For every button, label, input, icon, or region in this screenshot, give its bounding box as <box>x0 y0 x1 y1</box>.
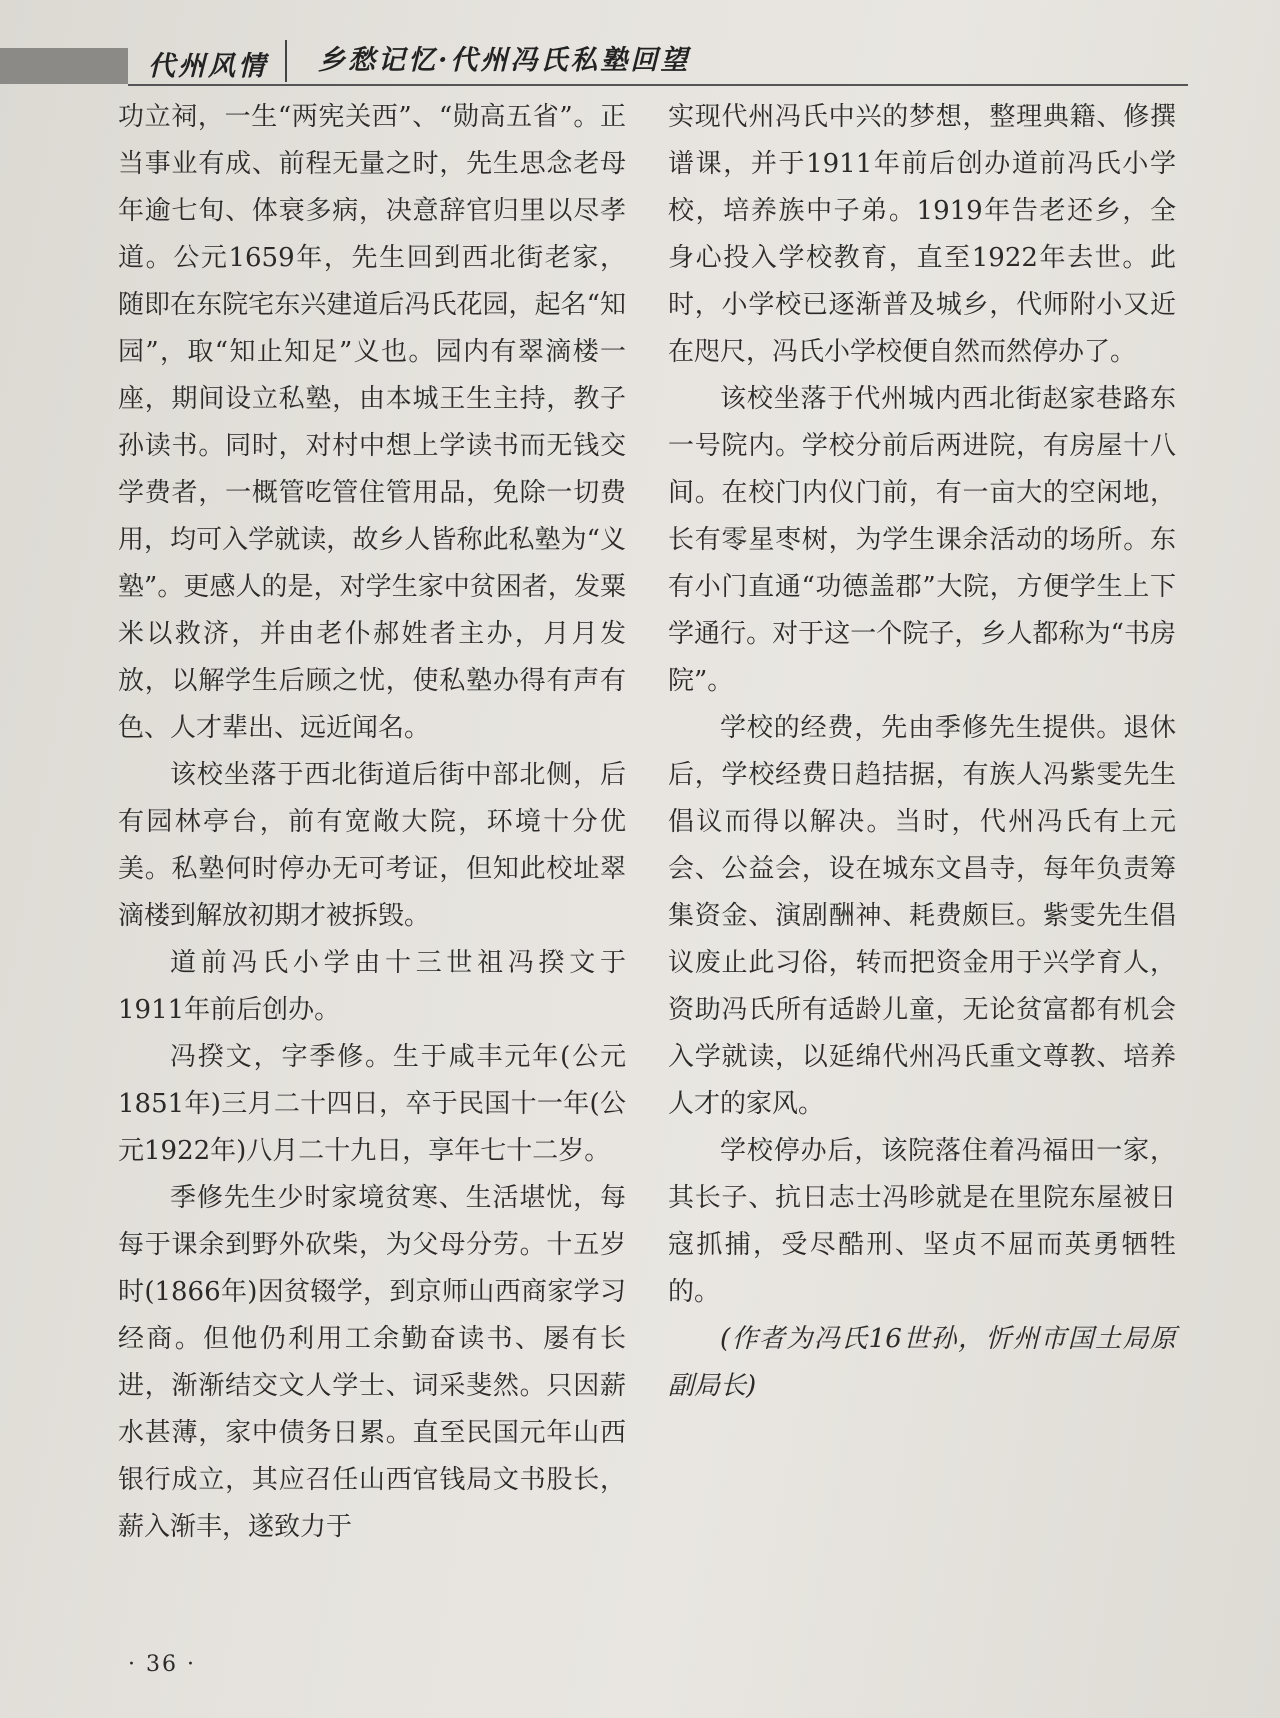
paragraph: 功立祠，一生“两宪关西”、“勋高五省”。正当事业有成、前程无量之时，先生思念老母年逾七旬、体衰多病，决意辞官归里以尽孝道。公元1659年，先生回到西北街老家，随即在东院宅东兴建道后冯氏花园，起名“知园”，取“知止知足”义也。园内有翠滴楼一座，期间设立私塾，由本城王生主持，教子孙读书。同时，对村中想上学读书而无钱交学费者，一概管吃管住管用品，免除一切费用，均可入学就读，故乡人皆称此私塾为“义塾”。更感人的是，对学生家中贫困者，发粟米以救济，并由老仆郝姓者主办，月月发放，以解学生后顾之忧，使私塾办得有声有色、人才辈出、远近闻名。 <box>118 102 626 743</box>
author-note: (作者为冯氏16世孙，忻州市国土局原副局长) <box>668 1324 1176 1401</box>
right-column <box>668 94 1176 1410</box>
header-bar <box>0 48 128 84</box>
paragraph: 季修先生少时家境贫寒、生活堪忧，每每于课余到野外砍柴，为父母分劳。十五岁时(1866年)因贫辍学，到京师山西商家学习经商。但他仍利用工余勤奋读书、屡有长进，渐渐结交文人学士、词采斐然。只因薪水甚薄，家中债务日累。直至民国元年山西银行成立，其应召任山西官钱局文书股长，薪入渐丰，遂致力于 <box>118 1183 626 1542</box>
paragraph: 学校的经费，先由季修先生提供。退休后，学校经费日趋拮据，有族人冯紫雯先生倡议而得以解决。当时，代州冯氏有上元会、公益会，设在城东文昌寺，每年负责筹集资金、演剧酬神、耗费颇巨。紫雯先生倡议废止此习俗，转而把资金用于兴学育人，资助冯氏所有适龄儿童，无论贫富都有机会入学就读，以延绵代州冯氏重文尊教、培养人才的家风。 <box>668 713 1176 1119</box>
paragraph: 该校坐落于西北街道后街中部北侧，后有园林亭台，前有宽敞大院，环境十分优美。私塾何时停办无可考证，但知此校址翠滴楼到解放初期才被拆毁。 <box>118 760 626 931</box>
left-column <box>118 94 626 1551</box>
paragraph: 冯揆文，字季修。生于咸丰元年(公元1851年)三月二十四日，卒于民国十一年(公元1922年)八月二十九日，享年七十二岁。 <box>118 1042 626 1166</box>
header-rule <box>128 84 1188 86</box>
section-name: 代州风情 <box>148 51 268 82</box>
paragraph: 实现代州冯氏中兴的梦想，整理典籍、修撰谱课，并于1911年前后创办道前冯氏小学校，培养族中子弟。1919年告老还乡，全身心投入学校教育，直至1922年去世。此时，小学校已逐渐普及城乡，代师附小又近在咫尺，冯氏小学校便自然而然停办了。 <box>668 102 1176 367</box>
article-title: 乡愁记忆·代州冯氏私塾回望 <box>318 45 691 76</box>
page-number: · 36 · <box>128 1652 196 1677</box>
paragraph: 学校停办后，该院落住着冯福田一家，其长子、抗日志士冯昣就是在里院东屋被日寇抓捕，受尽酷刑、坚贞不屈而英勇牺牲的。 <box>668 1136 1176 1307</box>
header-divider <box>285 40 287 82</box>
paragraph: 该校坐落于代州城内西北街赵家巷路东一号院内。学校分前后两进院，有房屋十八间。在校门内仪门前，有一亩大的空闲地，长有零星枣树，为学生课余活动的场所。东有小门直通“功德盖郡”大院，方便学生上下学通行。对于这一个院子，乡人都称为“书房院”。 <box>668 384 1176 696</box>
paragraph: 道前冯氏小学由十三世祖冯揆文于1911年前后创办。 <box>118 948 626 1025</box>
